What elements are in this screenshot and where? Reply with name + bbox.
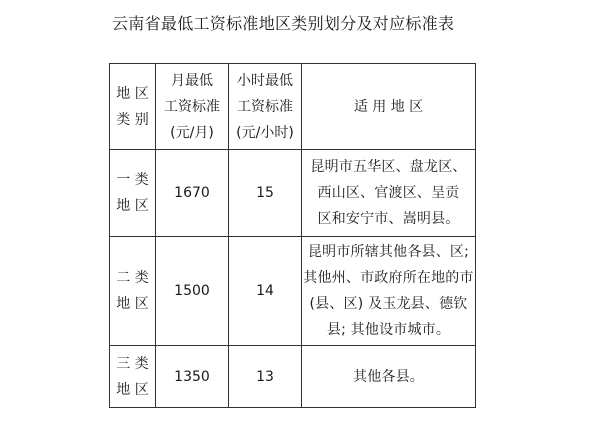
header-applicable-area: 适 用 地 区 <box>302 64 476 150</box>
row-category <box>110 237 156 346</box>
area-line: (县、区) 及玉龙县、德钦 <box>309 296 468 312</box>
area-line: 县; 其他设市城市。 <box>326 322 451 338</box>
header-category <box>110 64 156 150</box>
table-row <box>110 237 476 346</box>
row-monthly-wage: 1670 <box>156 150 229 237</box>
row-category-line-2: 地 区 <box>116 198 149 214</box>
row-applicable-area <box>302 150 476 237</box>
row-category <box>110 150 156 237</box>
area-line: 昆明市所辖其他各县、区; <box>307 244 470 260</box>
row-category-line-2: 地 区 <box>116 381 149 398</box>
document-title: 云南省最低工资标准地区类别划分及对应标准表 <box>112 14 455 33</box>
header-hourly-line-1: 小时最低 <box>237 72 293 89</box>
area-line: 其他州、市政府所在地的市 <box>303 270 474 286</box>
row-applicable-area <box>302 346 476 408</box>
row-hourly-wage: 15 <box>229 150 302 237</box>
area-line: 西山区、官渡区、呈贡 <box>317 185 460 201</box>
row-category-line-2: 地 区 <box>116 296 149 312</box>
area-line: 昆明市五华区、盘龙区、 <box>310 159 467 175</box>
row-category <box>110 346 156 408</box>
row-category-line-1: 二 类 <box>116 270 149 286</box>
header-monthly-line-2: 工资标准 <box>164 98 220 115</box>
row-category-line-1: 三 类 <box>116 355 149 372</box>
header-hourly-line-3: (元/小时) <box>236 124 294 141</box>
row-hourly-wage: 14 <box>229 237 302 346</box>
header-category-line-2: 类 别 <box>116 111 149 128</box>
table-row <box>110 150 476 237</box>
row-category-line-1: 一 类 <box>116 172 149 188</box>
table-row <box>110 346 476 408</box>
row-monthly-wage: 1500 <box>156 237 229 346</box>
area-line: 区和安宁市、嵩明县。 <box>317 211 460 227</box>
header-hourly-wage <box>229 64 302 150</box>
header-hourly-line-2: 工资标准 <box>237 98 293 115</box>
area-line: 其他各县。 <box>353 368 424 385</box>
table-header-row <box>110 64 476 150</box>
header-monthly-wage <box>156 64 229 150</box>
header-monthly-line-3: (元/月) <box>170 124 214 141</box>
row-hourly-wage: 13 <box>229 346 302 408</box>
header-monthly-line-1: 月最低 <box>171 72 213 89</box>
row-monthly-wage: 1350 <box>156 346 229 408</box>
wage-standard-table <box>109 63 476 408</box>
header-category-line-1: 地 区 <box>116 85 149 102</box>
row-applicable-area <box>302 237 476 346</box>
